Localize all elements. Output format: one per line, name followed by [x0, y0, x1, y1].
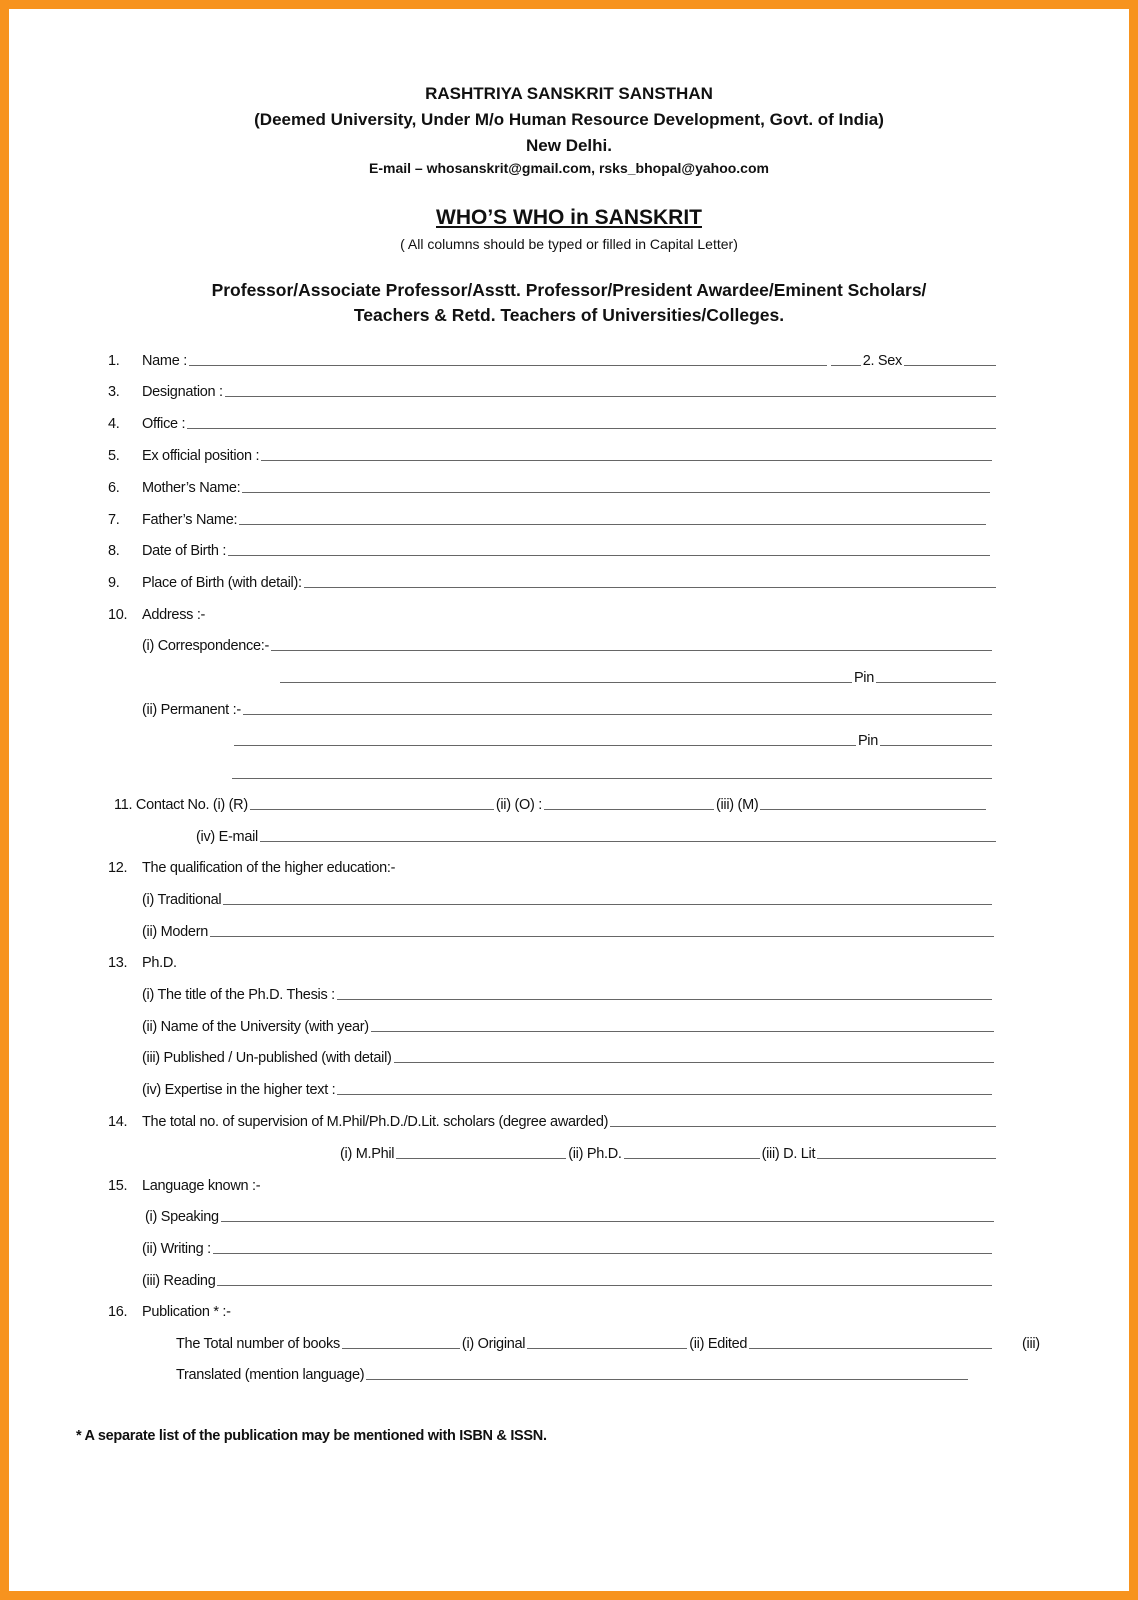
label: Mother’s Name:	[142, 480, 241, 496]
label-name: Name :	[142, 353, 187, 369]
label-sex: 2. Sex	[862, 353, 902, 369]
category-line-1: Professor/Associate Professor/Asstt. Professor/President Awardee/Eminent Scholars/	[211, 280, 927, 300]
field-permanent-3	[230, 762, 994, 782]
field-dob	[108, 539, 992, 559]
label: Contact No. (i) (R)	[135, 797, 248, 813]
input-permanent-3[interactable]	[232, 777, 992, 779]
input-expertise[interactable]	[337, 1093, 992, 1095]
category-line-2: Teachers & Retd. Teachers of Universities/Colleges.	[353, 305, 785, 325]
input-phone-o[interactable]	[544, 808, 714, 810]
field-published	[142, 1046, 996, 1066]
input-modern[interactable]	[210, 935, 994, 937]
field-publication	[108, 1300, 998, 1320]
label: (ii) Edited	[689, 1336, 748, 1352]
field-address	[108, 603, 998, 623]
input-speaking[interactable]	[221, 1220, 994, 1222]
input-name[interactable]	[189, 364, 827, 366]
input-university[interactable]	[371, 1030, 994, 1032]
input-pin-correspondence[interactable]	[876, 681, 996, 683]
label: Ex official position :	[142, 448, 260, 464]
field-name	[108, 349, 998, 369]
field-language	[108, 1174, 998, 1194]
input-reading[interactable]	[217, 1284, 992, 1286]
item-number: 3.	[108, 384, 120, 400]
item-number: 1.	[108, 353, 120, 369]
label: (iii) D. Lit	[761, 1146, 816, 1162]
form-title: WHO’S WHO in SANSKRIT	[436, 206, 702, 229]
form-instruction: ( All columns should be typed or filled in Capital Letter)	[400, 236, 738, 252]
label: Ph.D.	[142, 955, 177, 971]
item-number: 16.	[108, 1304, 128, 1320]
input-permanent-2[interactable]	[234, 744, 856, 746]
input-published[interactable]	[394, 1061, 994, 1063]
item-number: 8.	[108, 543, 120, 559]
label: Address :-	[142, 607, 206, 623]
field-correspondence	[142, 634, 994, 654]
item-number: 6.	[108, 480, 120, 496]
label: Date of Birth :	[142, 543, 227, 559]
input-pob[interactable]	[304, 586, 996, 588]
input-ex-position[interactable]	[261, 459, 992, 461]
label-iii: (iii)	[1022, 1336, 1040, 1352]
field-permanent-2	[232, 729, 994, 749]
label: (i) Correspondence:-	[142, 638, 269, 654]
field-books	[176, 1332, 994, 1352]
label: (iv) Expertise in the higher text :	[142, 1082, 336, 1098]
line	[831, 364, 861, 366]
field-email	[196, 825, 998, 845]
label: Father’s Name:	[142, 512, 238, 528]
label: (ii) (O) :	[495, 797, 542, 813]
label-pin: Pin	[853, 670, 874, 686]
field-translated	[176, 1363, 970, 1383]
label: (iii) (M)	[715, 797, 759, 813]
input-original[interactable]	[527, 1347, 687, 1349]
label: Language known :-	[142, 1178, 261, 1194]
item-number: 4.	[108, 416, 120, 432]
org-name: RASHTRIYA SANSKRIT SANSTHAN	[425, 84, 713, 103]
input-phone-m[interactable]	[760, 808, 986, 810]
input-correspondence-2[interactable]	[280, 681, 852, 683]
input-sex[interactable]	[904, 364, 996, 366]
field-traditional	[142, 888, 994, 908]
input-phd-count[interactable]	[624, 1157, 760, 1159]
input-total-books[interactable]	[342, 1347, 460, 1349]
org-subtitle: (Deemed University, Under M/o Human Resource Development, Govt. of India)	[254, 110, 884, 129]
field-modern	[142, 920, 996, 940]
input-edited[interactable]	[749, 1347, 992, 1349]
input-office[interactable]	[187, 427, 996, 429]
input-traditional[interactable]	[223, 903, 992, 905]
item-number: 5.	[108, 448, 120, 464]
label: (ii) Ph.D.	[568, 1146, 622, 1162]
input-translated[interactable]	[366, 1378, 968, 1380]
field-office	[108, 412, 998, 432]
input-supervision[interactable]	[610, 1125, 996, 1127]
field-qualification	[108, 856, 998, 876]
label: Designation :	[142, 384, 223, 400]
label: (iv) E-mail	[196, 829, 258, 845]
item-number: 7.	[108, 512, 120, 528]
input-phone-r[interactable]	[250, 808, 494, 810]
field-speaking	[145, 1205, 996, 1225]
label: (i) Traditional	[142, 892, 222, 908]
field-pob	[108, 571, 998, 591]
field-writing	[142, 1237, 994, 1257]
label: (ii) Writing :	[142, 1241, 211, 1257]
label: (ii) Permanent :-	[142, 702, 241, 718]
label: (i) Original	[461, 1336, 526, 1352]
input-mphil[interactable]	[396, 1157, 566, 1159]
input-dlit[interactable]	[817, 1157, 996, 1159]
field-reading	[142, 1269, 994, 1289]
label: Office :	[142, 416, 186, 432]
input-mother-name[interactable]	[242, 491, 990, 493]
org-email: E-mail – whosanskrit@gmail.com, rsks_bhopal@yahoo.com	[369, 160, 769, 176]
label: (iii) Published / Un-published (with detail)	[142, 1050, 392, 1066]
label: (i) M.Phil	[340, 1146, 395, 1162]
field-thesis	[142, 983, 994, 1003]
label: The total no. of supervision of M.Phil/Ph.D./D.Lit. scholars (degree awarded)	[142, 1114, 609, 1130]
label: (i) Speaking	[145, 1209, 219, 1225]
field-ex-position	[108, 444, 994, 464]
field-mother	[108, 476, 992, 496]
input-permanent[interactable]	[243, 713, 992, 715]
field-correspondence-2	[278, 666, 998, 686]
item-number: 15.	[108, 1178, 128, 1194]
field-supervision-split	[340, 1142, 998, 1162]
field-supervision	[108, 1110, 998, 1130]
field-expertise	[142, 1078, 994, 1098]
input-designation[interactable]	[225, 395, 996, 397]
field-designation	[108, 380, 998, 400]
label: (iii) Reading	[142, 1273, 216, 1289]
label: (ii) Modern	[142, 924, 208, 940]
item-number: 13.	[108, 955, 128, 971]
input-correspondence[interactable]	[271, 649, 992, 651]
input-writing[interactable]	[213, 1252, 992, 1254]
input-pin-permanent[interactable]	[880, 744, 992, 746]
input-dob[interactable]	[228, 554, 990, 556]
item-number: 10.	[108, 607, 128, 623]
label: The Total number of books	[176, 1336, 340, 1352]
footnote: * A separate list of the publication may be mentioned with ISBN & ISSN.	[76, 1428, 547, 1444]
field-permanent	[142, 698, 994, 718]
item-number: 9.	[108, 575, 120, 591]
input-father-name[interactable]	[239, 523, 986, 525]
item-number: 11.	[114, 797, 133, 813]
label: (ii) Name of the University (with year)	[142, 1019, 369, 1035]
label: Place of Birth (with detail):	[142, 575, 302, 591]
field-university	[142, 1015, 996, 1035]
input-thesis[interactable]	[337, 998, 992, 1000]
label: Translated (mention language)	[176, 1367, 365, 1383]
field-father	[108, 508, 988, 528]
item-number: 14.	[108, 1114, 128, 1130]
field-phd	[108, 951, 998, 971]
label: (i) The title of the Ph.D. Thesis :	[142, 987, 335, 1003]
label-pin: Pin	[857, 733, 878, 749]
label: Publication * :-	[142, 1304, 231, 1320]
field-contact	[108, 793, 988, 813]
item-number: 12.	[108, 860, 128, 876]
org-city: New Delhi.	[526, 136, 612, 155]
label: The qualification of the higher education:-	[142, 860, 396, 876]
input-email[interactable]	[260, 840, 996, 842]
